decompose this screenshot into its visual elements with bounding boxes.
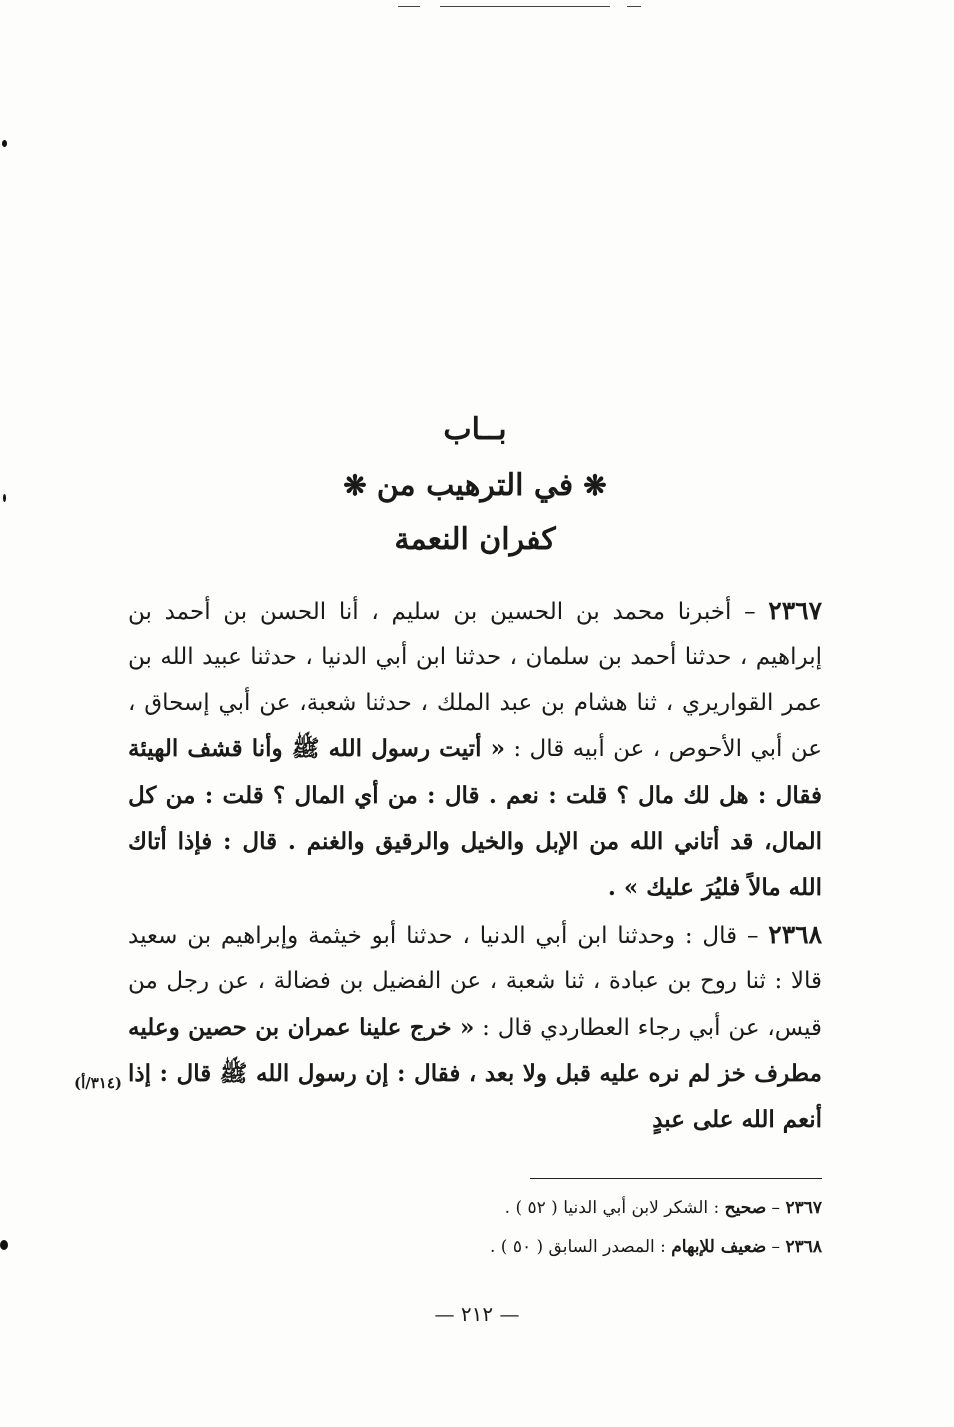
footnote-grade: ضعيف للإبهام [671, 1237, 767, 1257]
footnote-rule [530, 1178, 822, 1179]
hadith-number: ٢٣٦٧ [768, 596, 822, 625]
footnote-text: : الشكر لابن أبي الدنيا ( ٥٢ ) . [504, 1198, 720, 1218]
chapter-heading: بــاب [443, 412, 507, 447]
star-icon: ❋ [583, 469, 607, 502]
footnote-number: ٢٣٦٧ [785, 1198, 822, 1218]
top-rule [627, 6, 641, 7]
main-text [128, 588, 822, 1144]
hadith-matn: « أتيت رسول الله ﷺ وأنا قشف الهيئة فقال : هل لك مال ؟ قلت : نعم . قال : من أي المال ؟ قلت : من كل المال، قد أتاني الله من الإبل والخيل والرقيق والغنم . قال : فإذا أتاك الله مالاً فليُرَ عليك » . [128, 735, 822, 902]
star-icon: ❋ [343, 469, 367, 502]
chapter-title-line1: في الترهيب من [376, 468, 574, 503]
top-rule [440, 6, 610, 7]
hadith-number: ٢٣٦٨ [768, 919, 822, 949]
margin-note: (٣١٤/أ) [74, 1074, 123, 1092]
scan-speck [0, 1240, 8, 1250]
chapter-title [128, 468, 822, 503]
chapter-title-line2: كفران النعمة [394, 522, 556, 557]
scan-speck [3, 494, 6, 502]
hadith-2368 [128, 912, 822, 1144]
footnote: ٢٣٦٧ – صحيح : الشكر لابن أبي الدنيا ( ٥٢ ) . [504, 1198, 822, 1218]
footnote-text: : المصدر السابق ( ٥٠ ) . [490, 1237, 666, 1257]
footnote-number: ٢٣٦٨ [785, 1237, 822, 1257]
top-rule [398, 6, 420, 7]
footnote: ٢٣٦٨ – ضعيف للإبهام : المصدر السابق ( ٥٠ ) . [490, 1237, 822, 1257]
footnote-grade: صحيح [724, 1198, 767, 1218]
hadith-isnad: – قال : وحدثنا ابن أبي الدنيا ، حدثنا أبو خيثمة وإبراهيم بن سعيد قالا : ثنا روح بن عبادة ، ثنا شعبة ، عن الفضيل بن فضالة ، عن رجل من قيس، عن أبي رجاء العطاردي قال : [128, 922, 822, 1041]
hadith-2367 [128, 588, 822, 912]
scan-speck [2, 140, 7, 147]
hadith-matn: « خرج علينا عمران بن حصين وعليه مطرف خز لم نره عليه قبل ولا بعد ، فقال : إن رسول الله ﷺ قال : إذا أنعم الله على عبدٍ [128, 1013, 822, 1134]
page-number: — ٢١٢ — [434, 1302, 520, 1326]
hadith-isnad: – أخبرنا محمد بن الحسين بن سليم ، أنا الحسن بن أحمد بن إبراهيم ، حدثنا أحمد بن سلمان ، حدثنا ابن أبي الدنيا ، حدثنا عبيد الله بن عمر القواريري ، ثنا هشام بن عبد الملك ، حدثنا شعبة، عن أبي إسحاق ، عن أبي الأحوص ، عن أبيه قال : [128, 599, 823, 763]
